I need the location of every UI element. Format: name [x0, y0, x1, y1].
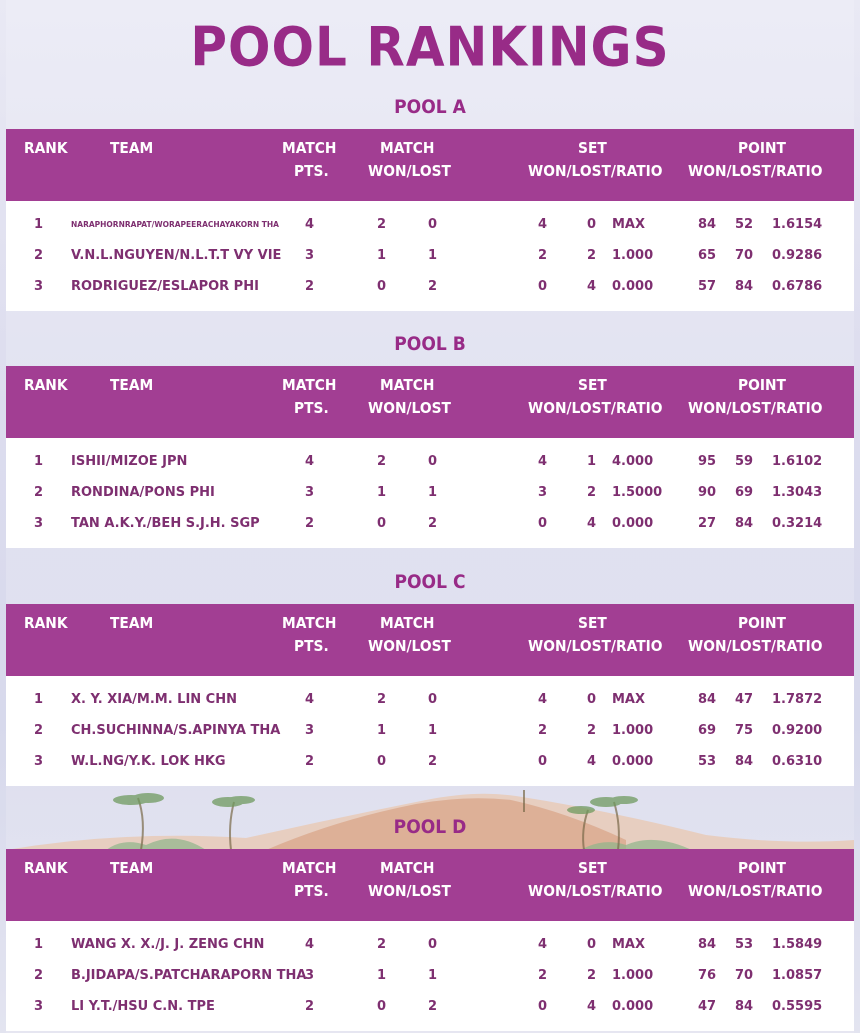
set-lost-cell: 4 [587, 279, 597, 294]
table-row [6, 478, 854, 508]
point-won-cell: 53 [698, 754, 717, 769]
page-title: POOL RANKINGS [190, 15, 670, 79]
match-lost-cell: 0 [428, 937, 438, 952]
header-point-line1: POINT [738, 614, 786, 632]
point-ratio-cell: 1.3043 [772, 485, 823, 500]
match-won-cell: 2 [377, 454, 387, 469]
header-match-wl-line2: WON/LOST [368, 162, 451, 180]
header-match-pts-line1: MATCH [282, 139, 337, 157]
point-won-cell: 69 [698, 723, 717, 738]
set-lost-cell: 4 [587, 516, 597, 531]
rank-cell: 1 [34, 937, 44, 952]
header-rank: RANK [24, 376, 68, 394]
table-row [6, 447, 854, 477]
set-won-cell: 4 [538, 937, 548, 952]
table-header [6, 604, 854, 676]
table-row [6, 747, 854, 777]
match-won-cell: 2 [377, 692, 387, 707]
team-cell: ISHII/MIZOE JPN [71, 454, 188, 469]
set-won-cell: 0 [538, 999, 548, 1014]
team-cell: CH.SUCHINNA/S.APINYA THA [71, 723, 281, 738]
match-lost-cell: 2 [428, 754, 438, 769]
set-won-cell: 0 [538, 279, 548, 294]
match-pts-cell: 4 [305, 937, 315, 952]
point-won-cell: 76 [698, 968, 717, 983]
set-ratio-cell: MAX [612, 692, 646, 707]
match-lost-cell: 0 [428, 454, 438, 469]
header-point-line1: POINT [738, 859, 786, 877]
match-pts-cell: 4 [305, 692, 315, 707]
point-lost-cell: 70 [735, 968, 754, 983]
rank-cell: 3 [34, 999, 44, 1014]
set-ratio-cell: 0.000 [612, 999, 654, 1014]
header-match-wl-line1: MATCH [380, 139, 435, 157]
rank-cell: 2 [34, 248, 44, 263]
header-point-line2: WON/LOST/RATIO [688, 637, 823, 655]
set-lost-cell: 1 [587, 454, 597, 469]
set-ratio-cell: 1.000 [612, 723, 654, 738]
rank-cell: 1 [34, 692, 44, 707]
point-won-cell: 27 [698, 516, 717, 531]
point-ratio-cell: 0.9286 [772, 248, 823, 263]
header-match-wl-line1: MATCH [380, 859, 435, 877]
set-ratio-cell: 0.000 [612, 516, 654, 531]
match-pts-cell: 3 [305, 485, 315, 500]
set-won-cell: 0 [538, 754, 548, 769]
match-pts-cell: 3 [305, 248, 315, 263]
header-match-wl-line2: WON/LOST [368, 399, 451, 417]
match-lost-cell: 1 [428, 248, 438, 263]
set-ratio-cell: 4.000 [612, 454, 654, 469]
set-won-cell: 2 [538, 968, 548, 983]
team-cell: RONDINA/PONS PHI [71, 485, 215, 500]
header-team: TEAM [110, 376, 154, 394]
header-match-wl-line1: MATCH [380, 376, 435, 394]
match-pts-cell: 4 [305, 454, 315, 469]
point-lost-cell: 47 [735, 692, 754, 707]
match-lost-cell: 1 [428, 485, 438, 500]
header-team: TEAM [110, 614, 154, 632]
match-lost-cell: 2 [428, 999, 438, 1014]
match-pts-cell: 4 [305, 217, 315, 232]
rank-cell: 3 [34, 516, 44, 531]
set-ratio-cell: 1.5000 [612, 485, 663, 500]
point-lost-cell: 52 [735, 217, 754, 232]
table-row [6, 685, 854, 715]
set-won-cell: 4 [538, 217, 548, 232]
table-header [6, 366, 854, 438]
point-lost-cell: 84 [735, 279, 754, 294]
set-won-cell: 4 [538, 454, 548, 469]
match-lost-cell: 0 [428, 217, 438, 232]
table-row [6, 992, 854, 1022]
rankings-sheet [6, 0, 854, 1033]
header-set-line1: SET [578, 859, 607, 877]
point-ratio-cell: 0.9200 [772, 723, 823, 738]
table-body [6, 676, 854, 786]
match-won-cell: 0 [377, 999, 387, 1014]
team-cell: X. Y. XIA/M.M. LIN CHN [71, 692, 237, 707]
point-lost-cell: 84 [735, 754, 754, 769]
set-lost-cell: 2 [587, 968, 597, 983]
header-match-pts-line1: MATCH [282, 859, 337, 877]
match-pts-cell: 2 [305, 279, 315, 294]
point-ratio-cell: 1.5849 [772, 937, 823, 952]
point-ratio-cell: 0.6310 [772, 754, 823, 769]
header-point-line1: POINT [738, 376, 786, 394]
table-body [6, 921, 854, 1031]
point-won-cell: 90 [698, 485, 717, 500]
point-ratio-cell: 1.0857 [772, 968, 823, 983]
table-row [6, 272, 854, 302]
point-lost-cell: 84 [735, 999, 754, 1014]
header-set-line1: SET [578, 614, 607, 632]
set-lost-cell: 0 [587, 217, 597, 232]
rank-cell: 1 [34, 217, 44, 232]
pool-title: POOL C [394, 571, 466, 593]
point-ratio-cell: 0.5595 [772, 999, 823, 1014]
set-won-cell: 0 [538, 516, 548, 531]
point-ratio-cell: 1.6102 [772, 454, 823, 469]
set-ratio-cell: 0.000 [612, 279, 654, 294]
team-cell: V.N.L.NGUYEN/N.L.T.T VY VIE [71, 248, 282, 263]
match-lost-cell: 1 [428, 968, 438, 983]
pool-title: POOL B [394, 333, 466, 355]
header-rank: RANK [24, 859, 68, 877]
match-won-cell: 0 [377, 279, 387, 294]
pool-title: POOL D [393, 816, 467, 838]
set-ratio-cell: 1.000 [612, 968, 654, 983]
rank-cell: 3 [34, 279, 44, 294]
point-won-cell: 65 [698, 248, 717, 263]
table-row [6, 509, 854, 539]
team-cell: W.L.NG/Y.K. LOK HKG [71, 754, 226, 769]
header-set-line2: WON/LOST/RATIO [528, 882, 663, 900]
header-match-wl-line2: WON/LOST [368, 637, 451, 655]
table-row [6, 210, 854, 240]
point-won-cell: 47 [698, 999, 717, 1014]
match-won-cell: 1 [377, 968, 387, 983]
set-won-cell: 4 [538, 692, 548, 707]
point-lost-cell: 53 [735, 937, 754, 952]
match-pts-cell: 2 [305, 999, 315, 1014]
table-row [6, 716, 854, 746]
header-point-line2: WON/LOST/RATIO [688, 399, 823, 417]
point-lost-cell: 75 [735, 723, 754, 738]
match-pts-cell: 2 [305, 754, 315, 769]
header-match-wl-line1: MATCH [380, 614, 435, 632]
team-cell: LI Y.T./HSU C.N. TPE [71, 999, 215, 1014]
match-won-cell: 1 [377, 248, 387, 263]
point-ratio-cell: 0.6786 [772, 279, 823, 294]
match-won-cell: 0 [377, 754, 387, 769]
set-lost-cell: 0 [587, 937, 597, 952]
point-lost-cell: 70 [735, 248, 754, 263]
set-lost-cell: 2 [587, 248, 597, 263]
point-won-cell: 57 [698, 279, 717, 294]
table-body [6, 201, 854, 311]
set-ratio-cell: 1.000 [612, 248, 654, 263]
set-ratio-cell: MAX [612, 937, 646, 952]
header-match-pts-line2: PTS. [294, 399, 329, 417]
header-match-pts-line2: PTS. [294, 882, 329, 900]
match-lost-cell: 1 [428, 723, 438, 738]
set-lost-cell: 2 [587, 485, 597, 500]
team-cell: NARAPHORNRAPAT/WORAPEERACHAYAKORN THA [71, 220, 279, 229]
rank-cell: 1 [34, 454, 44, 469]
point-ratio-cell: 0.3214 [772, 516, 823, 531]
rank-cell: 3 [34, 754, 44, 769]
team-cell: RODRIGUEZ/ESLAPOR PHI [71, 279, 259, 294]
header-match-pts-line2: PTS. [294, 637, 329, 655]
header-point-line2: WON/LOST/RATIO [688, 882, 823, 900]
match-pts-cell: 2 [305, 516, 315, 531]
table-row [6, 241, 854, 271]
header-match-pts-line2: PTS. [294, 162, 329, 180]
set-lost-cell: 0 [587, 692, 597, 707]
match-lost-cell: 2 [428, 279, 438, 294]
match-won-cell: 2 [377, 937, 387, 952]
point-lost-cell: 59 [735, 454, 754, 469]
table-row [6, 961, 854, 991]
point-lost-cell: 69 [735, 485, 754, 500]
match-pts-cell: 3 [305, 723, 315, 738]
point-ratio-cell: 1.6154 [772, 217, 823, 232]
team-cell: TAN A.K.Y./BEH S.J.H. SGP [71, 516, 260, 531]
rank-cell: 2 [34, 968, 44, 983]
table-row [6, 930, 854, 960]
team-cell: WANG X. X./J. J. ZENG CHN [71, 937, 265, 952]
point-lost-cell: 84 [735, 516, 754, 531]
point-won-cell: 84 [698, 937, 717, 952]
header-set-line1: SET [578, 139, 607, 157]
header-point-line2: WON/LOST/RATIO [688, 162, 823, 180]
header-set-line1: SET [578, 376, 607, 394]
set-won-cell: 3 [538, 485, 548, 500]
match-pts-cell: 3 [305, 968, 315, 983]
header-match-pts-line1: MATCH [282, 614, 337, 632]
point-ratio-cell: 1.7872 [772, 692, 823, 707]
match-lost-cell: 2 [428, 516, 438, 531]
set-ratio-cell: 0.000 [612, 754, 654, 769]
rank-cell: 2 [34, 485, 44, 500]
header-set-line2: WON/LOST/RATIO [528, 162, 663, 180]
set-lost-cell: 4 [587, 754, 597, 769]
set-won-cell: 2 [538, 723, 548, 738]
header-set-line2: WON/LOST/RATIO [528, 637, 663, 655]
match-lost-cell: 0 [428, 692, 438, 707]
match-won-cell: 0 [377, 516, 387, 531]
pool-title: POOL A [394, 96, 466, 118]
point-won-cell: 84 [698, 217, 717, 232]
set-lost-cell: 2 [587, 723, 597, 738]
header-team: TEAM [110, 139, 154, 157]
point-won-cell: 84 [698, 692, 717, 707]
header-point-line1: POINT [738, 139, 786, 157]
header-set-line2: WON/LOST/RATIO [528, 399, 663, 417]
match-won-cell: 2 [377, 217, 387, 232]
table-header [6, 129, 854, 201]
set-ratio-cell: MAX [612, 217, 646, 232]
header-rank: RANK [24, 139, 68, 157]
table-header [6, 849, 854, 921]
match-won-cell: 1 [377, 485, 387, 500]
set-lost-cell: 4 [587, 999, 597, 1014]
rank-cell: 2 [34, 723, 44, 738]
header-rank: RANK [24, 614, 68, 632]
header-team: TEAM [110, 859, 154, 877]
header-match-wl-line2: WON/LOST [368, 882, 451, 900]
table-body [6, 438, 854, 548]
match-won-cell: 1 [377, 723, 387, 738]
header-match-pts-line1: MATCH [282, 376, 337, 394]
set-won-cell: 2 [538, 248, 548, 263]
point-won-cell: 95 [698, 454, 717, 469]
team-cell: B.JIDAPA/S.PATCHARAPORN THA [71, 968, 307, 983]
